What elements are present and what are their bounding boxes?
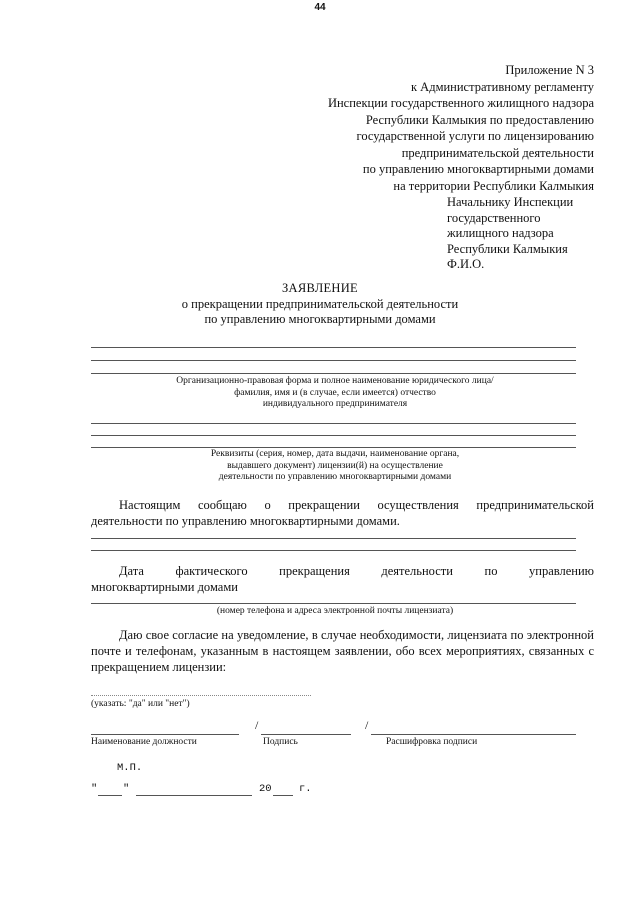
title-line: о прекращении предпринимательской деятельности	[181, 296, 459, 311]
date-day-line[interactable]	[98, 795, 122, 796]
caption-line: фамилия, имя и (в случае, если имеется) отчество	[234, 387, 436, 398]
decoding-line[interactable]	[371, 734, 576, 735]
decoding-label: Расшифровка подписи	[386, 737, 478, 747]
addressee-line: жилищного надзора	[447, 226, 554, 240]
organization-name-line[interactable]	[91, 360, 576, 361]
position-line[interactable]	[91, 734, 239, 735]
license-details-line[interactable]	[91, 423, 576, 424]
license-caption	[90, 449, 580, 484]
caption-line: выдавшего документ) лицензии(й) на осуществление	[227, 460, 443, 471]
appendix-line: Приложение N 3	[505, 63, 594, 77]
consent-answer-caption: (указать: "да" или "нет")	[91, 699, 190, 709]
date-year-line[interactable]	[273, 795, 293, 796]
date-line2: многоквартирными домами	[91, 580, 238, 594]
stamp-mark: М.П.	[117, 762, 143, 774]
date-word: прекращения	[279, 564, 350, 578]
caption-line: Организационно-правовая форма и полное наименование юридического лица/	[176, 376, 494, 386]
date-word: Дата	[119, 564, 144, 578]
date-year-suffix: г.	[299, 783, 312, 795]
title-line: по управлению многоквартирными домами	[204, 312, 436, 326]
date-quote-open: "	[91, 783, 98, 795]
addressee-line: Начальнику Инспекции	[447, 195, 574, 209]
position-label: Наименование должности	[91, 737, 197, 747]
signature-label: Подпись	[263, 737, 298, 747]
signature-line[interactable]	[261, 734, 351, 735]
license-details-line[interactable]	[91, 447, 576, 448]
notice-fill-line[interactable]	[91, 538, 576, 539]
notice-fill-line[interactable]	[91, 550, 576, 551]
date-word: управлению	[529, 564, 594, 578]
organization-caption	[90, 376, 580, 411]
organization-name-line[interactable]	[91, 347, 576, 348]
organization-name-line[interactable]	[91, 373, 576, 374]
addressee-line: Республики Калмыкия	[447, 241, 568, 256]
appendix-header	[328, 62, 594, 194]
appendix-line: предпринимательской деятельности	[401, 145, 594, 160]
termination-date-paragraph	[91, 563, 594, 595]
appendix-line: к Административному регламенту	[410, 79, 594, 94]
slash-separator: /	[255, 718, 259, 732]
appendix-line: по управлению многоквартирными домами	[362, 162, 594, 176]
addressee-line: Ф.И.О.	[447, 257, 485, 271]
appendix-line: на территории Республики Калмыкия	[393, 178, 594, 193]
addressee-block	[447, 195, 573, 273]
page-number: 44	[314, 2, 326, 13]
appendix-line: Республики Калмыкия по предоставлению	[365, 112, 594, 127]
date-month-line[interactable]	[136, 795, 252, 796]
title-heading: ЗАЯВЛЕНИЕ	[282, 281, 358, 295]
date-word: по	[484, 564, 498, 578]
date-word: фактического	[175, 564, 248, 578]
caption-line: деятельности по управлению многоквартирными домами	[218, 472, 452, 482]
date-quote-close: "	[123, 783, 130, 795]
consent-paragraph: Даю свое согласие на уведомление, в случае необходимости, лицензиата по электронной почте и телефонам, указанным в настоящем заявлении, обо всех мероприятиях, связанных с прекращением лицензии:	[91, 628, 594, 674]
consent-answer-line[interactable]	[91, 695, 311, 696]
contacts-caption: (номер телефона и адреса электронной почты лицензиата)	[216, 606, 454, 616]
addressee-line: государственного	[447, 210, 541, 225]
date-year-prefix: 20	[259, 783, 272, 795]
date-word: деятельности	[381, 564, 453, 578]
appendix-line: Инспекции государственного жилищного надзора	[327, 96, 594, 110]
document-title	[0, 281, 640, 328]
caption-line: индивидуального предпринимателя	[262, 399, 408, 409]
license-details-line[interactable]	[91, 435, 576, 436]
contacts-fill-line[interactable]	[91, 603, 576, 604]
notice-paragraph: Настоящим сообщаю о прекращении осуществления предпринимательской деятельности по управлению многоквартирными домами.	[91, 498, 594, 528]
appendix-line: государственной услуги по лицензированию	[356, 129, 594, 143]
caption-line: Реквизиты (серия, номер, дата выдачи, наименование органа,	[210, 449, 460, 459]
slash-separator: /	[365, 718, 369, 732]
